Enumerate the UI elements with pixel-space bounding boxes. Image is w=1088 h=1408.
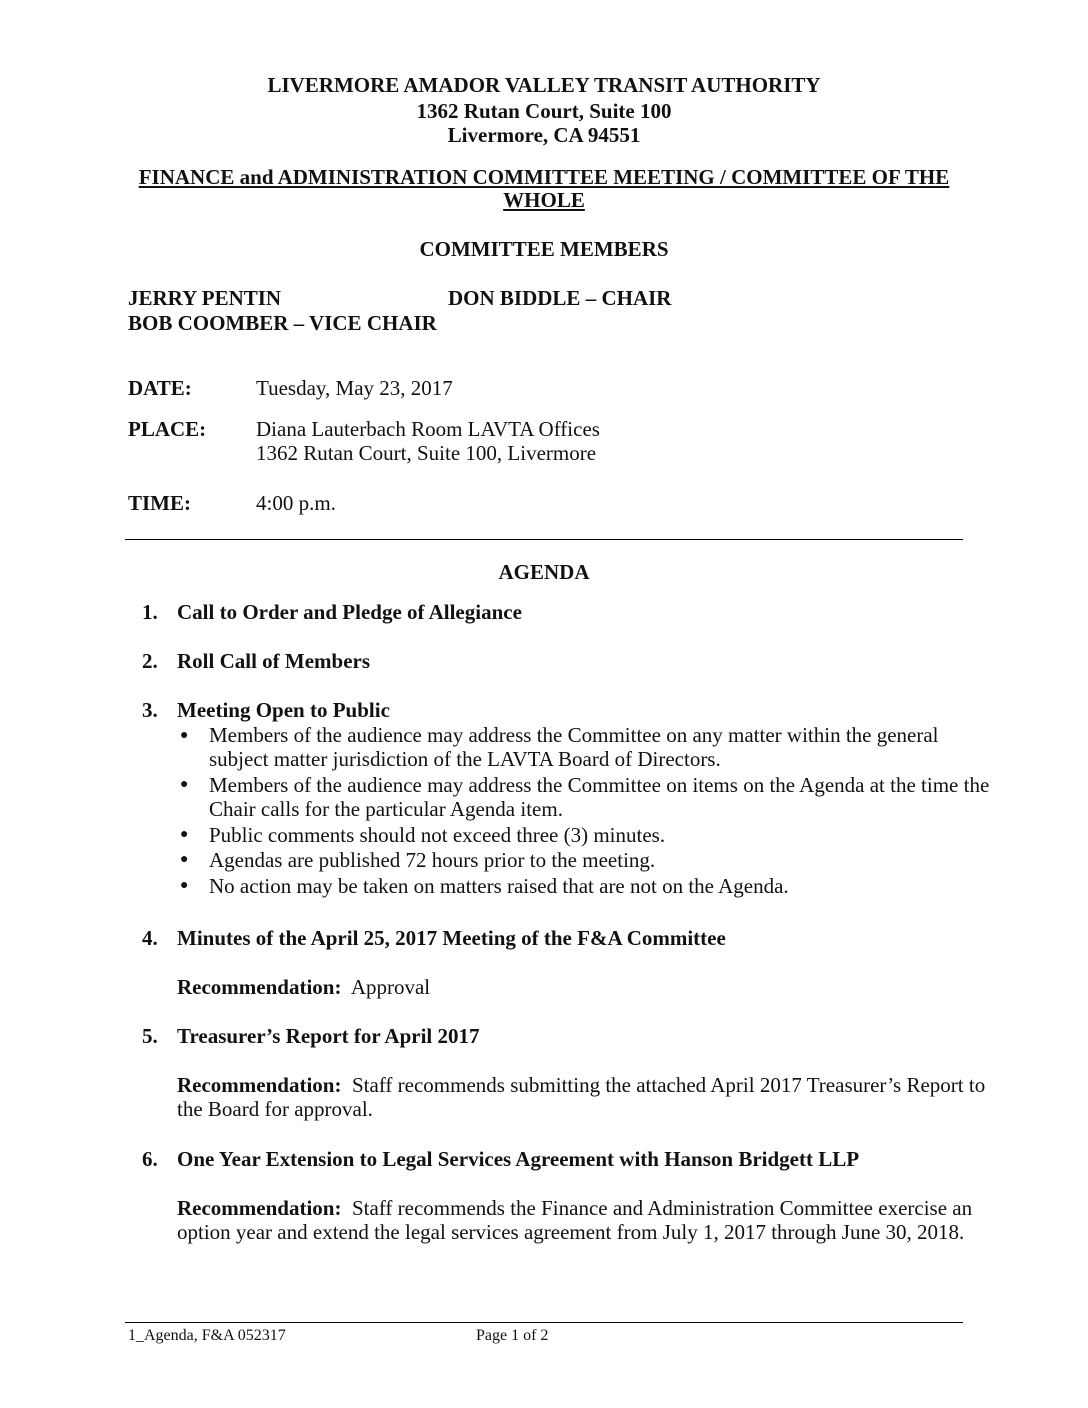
- item-3-bullet-1: Members of the audience may address the Committee on any matter within the general subject matter jurisdiction of the LAVTA Board of Directors.: [209, 723, 939, 771]
- item-3-bullet-2: Members of the audience may address the Committee on items on the Agenda at the time the Chair calls for the particular Agenda item.: [209, 773, 990, 821]
- divider: [125, 539, 963, 540]
- meeting-title-line2: WHOLE: [503, 188, 585, 212]
- item-3-bullet-4: Agendas are published 72 hours prior to the meeting.: [209, 848, 656, 872]
- footer-doc-id: 1_Agenda, F&A 052317: [128, 1327, 286, 1344]
- bullet-icon: ●: [180, 852, 189, 867]
- item-3-bullet-3: Public comments should not exceed three (3) minutes.: [209, 823, 666, 847]
- meeting-title-line1: FINANCE and ADMINISTRATION COMMITTEE MEETING / COMMITTEE OF THE: [138, 165, 950, 189]
- item-4-number: 4.: [142, 926, 158, 950]
- recommendation-text: Approval: [350, 975, 431, 999]
- recommendation-label: Recommendation:: [177, 1196, 342, 1220]
- item-4-title: Minutes of the April 25, 2017 Meeting of the F&A Committee: [177, 926, 726, 950]
- recommendation-label: Recommendation:: [177, 1073, 342, 1097]
- item-6-title: One Year Extension to Legal Services Agreement with Hanson Bridgett LLP: [177, 1147, 860, 1171]
- item-2-number: 2.: [142, 649, 158, 673]
- item-3-title: Meeting Open to Public: [177, 698, 390, 722]
- committee-members-heading: COMMITTEE MEMBERS: [419, 237, 669, 261]
- item-2-title: Roll Call of Members: [177, 649, 371, 673]
- member-coomber: BOB COOMBER – VICE CHAIR: [128, 311, 437, 335]
- item-3-number: 3.: [142, 698, 158, 722]
- bullet-icon: ●: [180, 827, 189, 842]
- item-5-title: Treasurer’s Report for April 2017: [177, 1024, 480, 1048]
- place-line1: Diana Lauterbach Room LAVTA Offices: [256, 417, 600, 441]
- footer-page-number: Page 1 of 2: [476, 1327, 549, 1344]
- bullet-icon: ●: [180, 728, 189, 743]
- recommendation-text: Staff recommends submitting the attached April 2017 Treasurer’s Report to the Board for approval.: [177, 1073, 986, 1121]
- date-label: DATE:: [128, 376, 192, 400]
- time-label: TIME:: [128, 491, 191, 515]
- member-biddle: DON BIDDLE – CHAIR: [448, 286, 672, 310]
- org-address-line1: 1362 Rutan Court, Suite 100: [416, 99, 672, 123]
- place-label: PLACE:: [128, 417, 207, 441]
- item-4-recommendation: [177, 975, 987, 999]
- bullet-icon: ●: [180, 777, 189, 792]
- item-6-number: 6.: [142, 1147, 158, 1171]
- time-value: 4:00 p.m.: [256, 491, 336, 515]
- org-address-line2: Livermore, CA 94551: [447, 123, 641, 147]
- place-line2: 1362 Rutan Court, Suite 100, Livermore: [256, 441, 597, 465]
- member-pentin: JERRY PENTIN: [128, 286, 282, 310]
- item-5-number: 5.: [142, 1024, 158, 1048]
- item-3-bullet-5: No action may be taken on matters raised that are not on the Agenda.: [209, 874, 789, 898]
- agenda-heading: AGENDA: [498, 560, 590, 584]
- recommendation-text: Staff recommends the Finance and Administration Committee exercise an option year and extend the legal services agreement from July 1, 2017 through June 30, 2018.: [177, 1196, 973, 1244]
- footer-divider: [125, 1322, 963, 1323]
- item-5-recommendation: [177, 1073, 987, 1121]
- bullet-icon: ●: [180, 878, 189, 893]
- item-6-recommendation: [177, 1196, 987, 1244]
- item-1-title: Call to Order and Pledge of Allegiance: [177, 600, 522, 624]
- recommendation-label: Recommendation:: [177, 975, 342, 999]
- date-value: Tuesday, May 23, 2017: [256, 376, 453, 400]
- org-name: LIVERMORE AMADOR VALLEY TRANSIT AUTHORITY: [267, 73, 821, 97]
- item-1-number: 1.: [142, 600, 158, 624]
